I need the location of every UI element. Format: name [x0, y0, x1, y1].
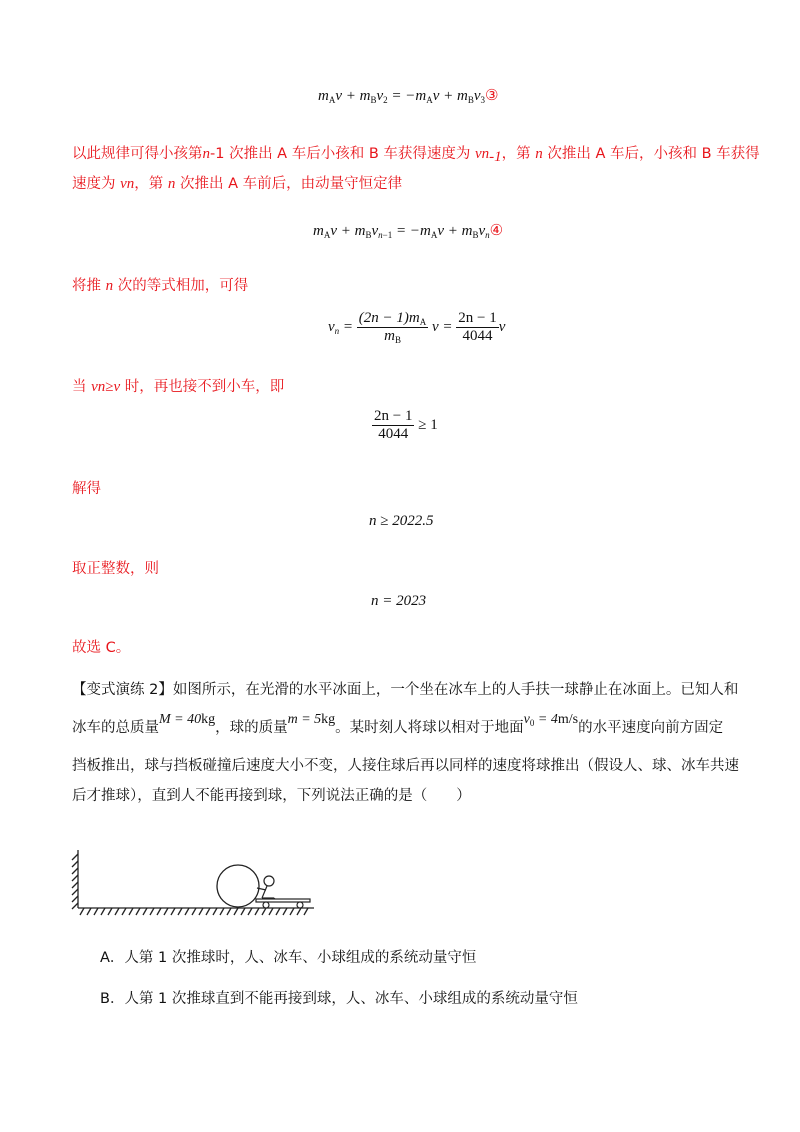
equation-bound: n ≥ 2022.5 — [369, 513, 434, 529]
equation-result: n = 2023 — [371, 593, 427, 609]
wall — [72, 850, 78, 909]
option-b[interactable]: B．人第 1 次推球直到不能再接到球，人、冰车、小球组成的系统动量守恒 — [100, 991, 578, 1007]
problem-tag: 【变式演练 2】 — [72, 682, 173, 698]
paragraph-rule-line2: 速度为 vn，第 n 次推出 A 车前后，由动量守恒定律 — [72, 176, 403, 192]
paragraph-solve: 解得 — [72, 481, 101, 497]
ball — [217, 865, 259, 907]
ice-cart-diagram — [66, 845, 326, 920]
equation-3: $m_Av + m_Bv_2 = -m_Av$ + $m_Bv_3③$ — [318, 86, 499, 105]
equation-3-mark: ③ — [485, 86, 499, 104]
problem-line-3: 挡板推出，球与挡板碰撞后速度大小不变，人接住球后再以同样的速度将球推出（假设人、球、冰车共速 — [72, 758, 739, 774]
person-on-sled — [256, 876, 310, 908]
equation-4-mark: ④ — [489, 221, 504, 239]
equation-vn: $v_n$ = $\frac{(2n - 1)m_A}{m_B}$ v = $\frac{2n - 1}{4044}$ v — [328, 310, 506, 345]
paragraph-integer: 取正整数，则 — [72, 561, 159, 577]
equation-4: $m_Av + m_Bv_{n-1} = -m_Av$ + $m_Bv_n④$ — [313, 221, 504, 240]
equation-inequality: $\frac{2n - 1}{4044}$ ≥ 1 — [374, 408, 438, 442]
ice-floor — [78, 908, 314, 915]
paragraph-sum: 将推 n 次的等式相加，可得 — [72, 278, 249, 294]
paragraph-rule: 以此规律可得小孩第n-1 次推出 A 车后小孩和 B 车获得速度为 vn-1，第 n 次推出 A 车后，小孩和 B 车获得 — [72, 146, 760, 165]
paragraph-answer: 故选 C。 — [72, 640, 131, 656]
problem-line-4: 后才推球），直到人不能再接到球，下列说法正确的是（ ） — [72, 788, 471, 804]
problem-line-1: 【变式演练 2】如图所示，在光滑的水平冰面上，一个坐在冰车上的人手扶一球静止在冰面上。已知人和 — [72, 682, 739, 698]
option-a[interactable]: A．人第 1 次推球时，人、冰车、小球组成的系统动量守恒 — [100, 950, 477, 966]
problem-line-2: 冰车的总质量M = 40kg，球的质量m = 5kg。某时刻人将球以相对于地面$v_0 = 4m/s$的水平速度向前方固定 — [72, 712, 724, 736]
paragraph-condition: 当 vn≥v 时，再也接不到小车，即 — [72, 379, 285, 395]
